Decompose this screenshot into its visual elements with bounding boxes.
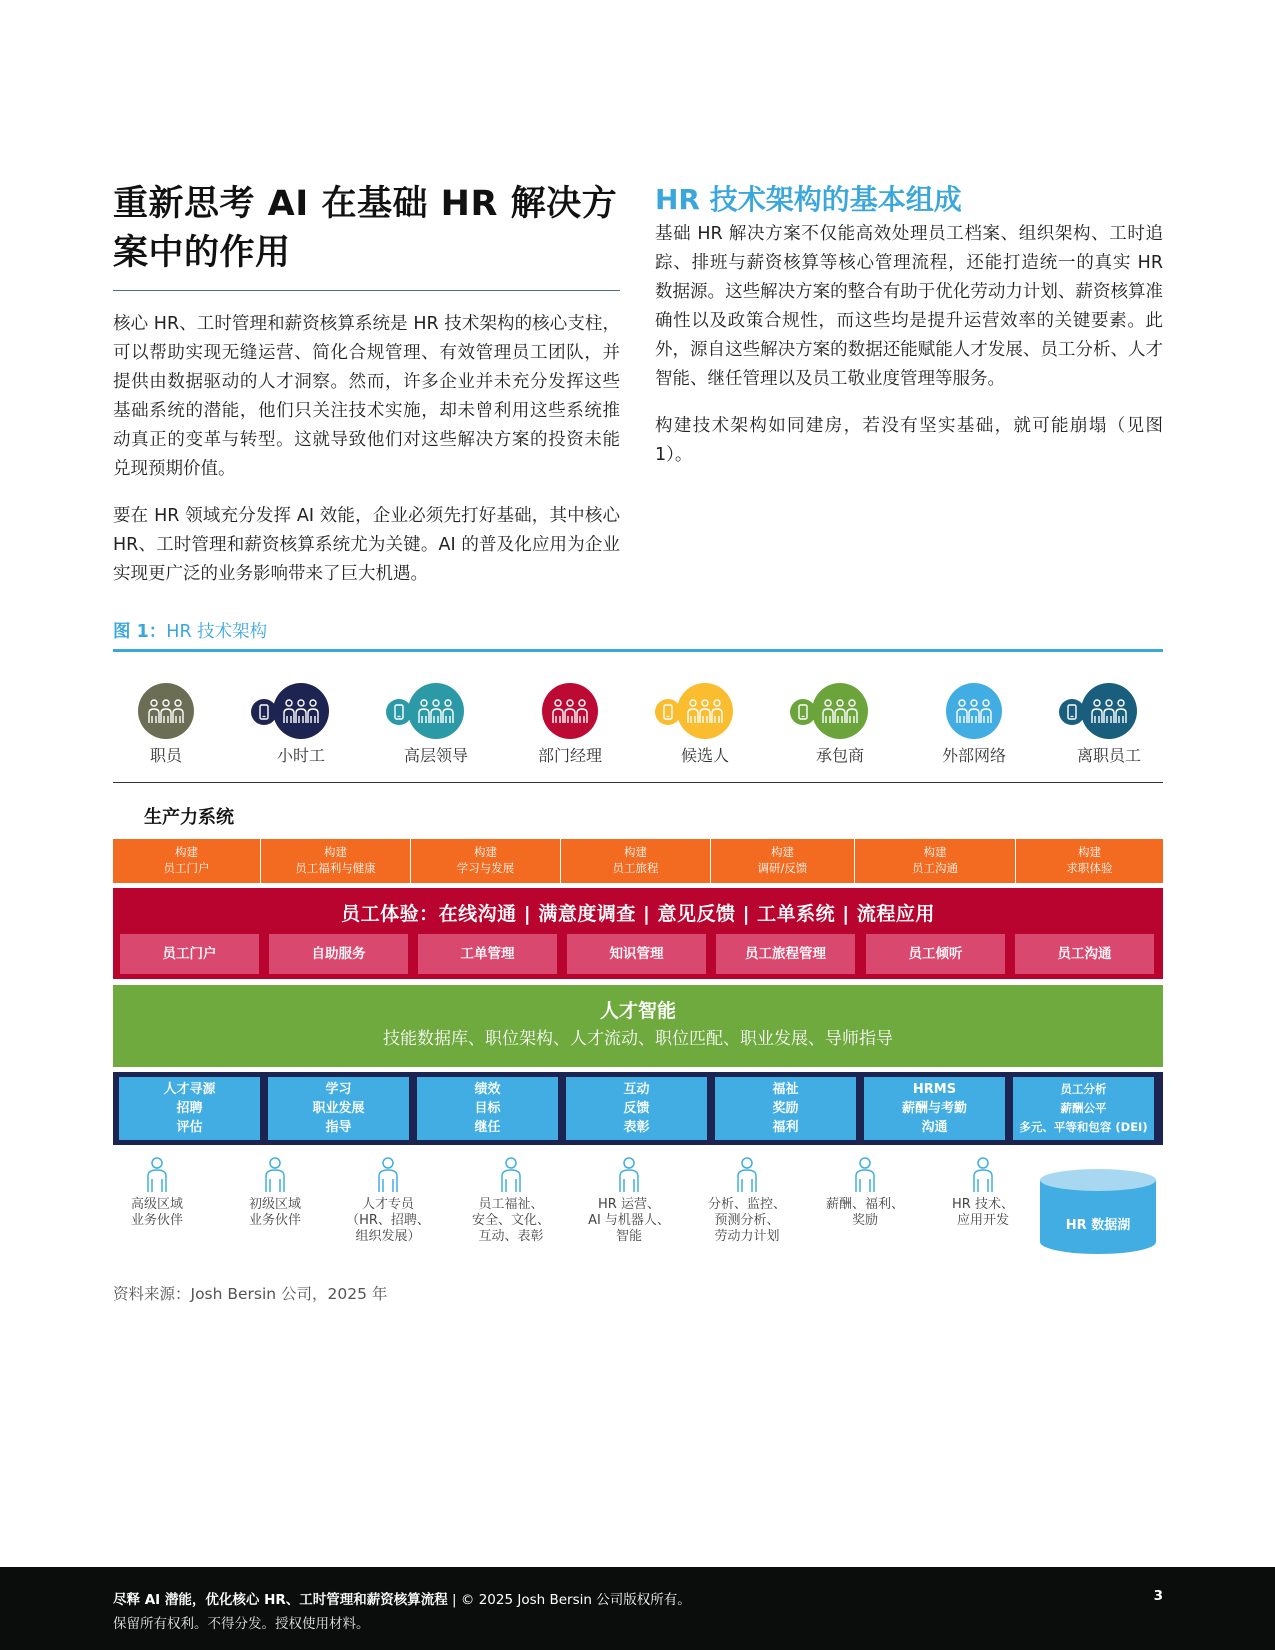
persona-circle xyxy=(1081,683,1137,739)
build-cell xyxy=(855,839,1016,883)
hr-role-line: 互动、表彰 xyxy=(478,1229,544,1244)
hr-roles-row xyxy=(113,1157,1163,1257)
hr-role-label xyxy=(333,1197,443,1245)
persona-item xyxy=(773,683,907,766)
hr-modules-layer xyxy=(113,1072,1163,1145)
build-cell xyxy=(411,839,561,883)
hr-role-line: 业务伙伴 xyxy=(248,1213,301,1228)
hr-module-line: 薪酬与考勤 xyxy=(901,1101,967,1116)
build-cell-top: 构建 xyxy=(923,845,947,859)
build-cell-label: 员工旅程 xyxy=(612,861,659,875)
hr-module-line: 继任 xyxy=(474,1120,501,1135)
footer-title-line xyxy=(113,1588,691,1608)
experience-item: 员工沟通 xyxy=(1015,934,1154,974)
hr-role xyxy=(456,1157,566,1245)
persona-divider xyxy=(113,782,1163,783)
hr-role-line: 初级区域 xyxy=(248,1197,301,1212)
persona-circle xyxy=(542,683,598,739)
experience-item: 知识管理 xyxy=(567,934,706,974)
hr-role-line: 安全、文化、 xyxy=(471,1213,550,1228)
talent-intelligence-layer xyxy=(113,985,1163,1067)
hr-module xyxy=(715,1077,856,1140)
hr-role xyxy=(810,1157,920,1229)
person-icon xyxy=(735,1157,759,1193)
build-cell xyxy=(561,839,711,883)
persona-icon-group xyxy=(638,683,772,739)
build-cell-label: 员工福利与健康 xyxy=(295,861,376,875)
build-cell-top: 构建 xyxy=(624,845,647,859)
phone-icon xyxy=(663,704,673,720)
persona-circle xyxy=(273,683,329,739)
right-heading: HR 技术架构的基本组成 xyxy=(655,183,962,216)
hr-role xyxy=(333,1157,443,1245)
people-group-icon xyxy=(820,698,860,724)
persona-item xyxy=(369,683,503,766)
phone-icon xyxy=(1067,704,1077,720)
device-badge xyxy=(1059,699,1085,725)
persona-icon-group xyxy=(773,683,907,739)
persona-icon-group xyxy=(369,683,503,739)
hr-module-line: 薪酬公平 xyxy=(1060,1101,1107,1115)
experience-item: 员工门户 xyxy=(120,934,259,974)
person-icon xyxy=(145,1157,169,1193)
persona-label: 承包商 xyxy=(815,746,864,765)
hr-role-line: 人才专员 xyxy=(361,1197,414,1212)
persona-circle xyxy=(138,683,194,739)
hr-module-line: 人才寻源 xyxy=(163,1082,216,1097)
footer-copyright: © 2025 Josh Bersin 公司版权所有。 xyxy=(460,1592,691,1608)
talent-intelligence-title: 人才智能 xyxy=(599,1000,676,1022)
hr-role xyxy=(220,1157,330,1229)
figure-caption xyxy=(113,618,267,643)
footer-separator: | xyxy=(447,1592,461,1608)
page-number: 3 xyxy=(1153,1588,1163,1604)
device-badge xyxy=(251,699,277,725)
person-icon xyxy=(499,1157,523,1193)
persona-label: 职员 xyxy=(149,746,182,765)
persona-circle xyxy=(408,683,464,739)
hr-module xyxy=(417,1077,558,1140)
left-column xyxy=(113,180,620,607)
persona-item xyxy=(99,683,233,766)
persona-item xyxy=(1042,683,1176,766)
footer-report-title: 尽释 AI 潜能，优化核心 HR、工时管理和薪资核算流程 xyxy=(113,1592,448,1608)
hr-module-line: 反馈 xyxy=(623,1101,650,1116)
persona-item xyxy=(234,683,368,766)
device-badge xyxy=(655,699,681,725)
hr-role-line: 劳动力计划 xyxy=(714,1229,780,1244)
hr-module-line: 福利 xyxy=(772,1120,799,1135)
experience-item: 员工旅程管理 xyxy=(716,934,855,974)
people-group-icon xyxy=(146,698,186,724)
figure-source: 资料来源：Josh Bersin 公司，2025 年 xyxy=(113,1285,388,1303)
hr-module-line: 招聘 xyxy=(176,1101,203,1116)
hr-role-line: 组织发展） xyxy=(355,1229,421,1244)
hr-role-line: AI 与机器人、 xyxy=(588,1213,670,1228)
persona-label: 离职员工 xyxy=(1076,746,1141,765)
persona-item xyxy=(638,683,772,766)
hr-role-line: HR 运营、 xyxy=(598,1197,660,1212)
footer-rights: 保留所有权利。不得分发。授权使用材料。 xyxy=(113,1616,370,1632)
people-group-icon xyxy=(416,698,456,724)
hr-module-line: 学习 xyxy=(325,1082,352,1097)
hr-role-label xyxy=(456,1197,566,1245)
talent-intelligence-subtitle: 技能数据库、职位架构、人才流动、职位匹配、职业发展、导师指导 xyxy=(383,1029,893,1049)
employee-experience-layer xyxy=(113,888,1163,979)
persona-icon-group xyxy=(503,683,637,739)
hr-module-line: 目标 xyxy=(474,1101,501,1116)
build-cell xyxy=(1016,839,1163,883)
right-paragraph-2: 构建技术架构如同建房，若没有坚实基础，就可能崩塌（见图 1）。 xyxy=(655,416,1163,465)
hr-module-line: HRMS xyxy=(912,1082,957,1097)
page-footer xyxy=(0,1567,1275,1650)
hr-role-line: 高级区域 xyxy=(130,1197,183,1212)
hr-role-line: HR 技术、 xyxy=(952,1197,1014,1212)
people-group-icon xyxy=(281,698,321,724)
persona-icon-group xyxy=(907,683,1041,739)
persona-icon-group xyxy=(1042,683,1176,739)
employee-experience-title: 员工体验：在线沟通 | 满意度调查 | 意见反馈 | 工单系统 | 流程应用 xyxy=(341,903,935,925)
hr-role xyxy=(692,1157,802,1245)
figure-rule xyxy=(113,649,1163,652)
persona-label: 小时工 xyxy=(276,746,325,765)
person-icon xyxy=(853,1157,877,1193)
people-group-icon xyxy=(685,698,725,724)
persona-circle xyxy=(812,683,868,739)
hr-role xyxy=(102,1157,212,1229)
hr-role-label xyxy=(810,1197,920,1229)
hr-role-line: 分析、监控、 xyxy=(707,1197,786,1212)
build-cell-label: 员工门户 xyxy=(163,861,210,875)
database-icon xyxy=(1039,1168,1157,1256)
build-cell-top: 构建 xyxy=(175,845,198,859)
hr-module xyxy=(1013,1077,1154,1140)
hr-module-line: 多元、平等和包容 (DEI) xyxy=(1019,1120,1148,1134)
figure-caption-label: 图 1： xyxy=(113,622,167,642)
hr-role-line: （HR、招聘、 xyxy=(346,1213,430,1228)
hr-module-line: 职业发展 xyxy=(312,1101,365,1116)
hr-role-label xyxy=(692,1197,802,1245)
hr-module xyxy=(566,1077,707,1140)
left-heading: 重新思考 AI 在基础 HR 解决方案中的作用 xyxy=(113,184,618,273)
hr-role-line: 奖励 xyxy=(851,1213,878,1228)
left-heading-rule xyxy=(113,290,620,291)
persona-icon-group xyxy=(234,683,368,739)
persona-label: 高层领导 xyxy=(403,746,468,765)
person-icon xyxy=(376,1157,400,1193)
hr-module xyxy=(864,1077,1005,1140)
hr-role-line: 预测分析、 xyxy=(714,1213,780,1228)
build-cell xyxy=(261,839,411,883)
build-cell xyxy=(711,839,855,883)
persona-label: 候选人 xyxy=(680,746,729,765)
person-icon xyxy=(971,1157,995,1193)
persona-label: 外部网络 xyxy=(941,746,1006,765)
hr-module-line: 员工分析 xyxy=(1060,1082,1107,1096)
people-group-icon xyxy=(1089,698,1129,724)
hr-module-line: 沟通 xyxy=(921,1120,948,1135)
hr-module-line: 指导 xyxy=(325,1120,352,1135)
hr-module-line: 奖励 xyxy=(772,1101,799,1116)
experience-item: 工单管理 xyxy=(418,934,557,974)
hr-module-line: 绩效 xyxy=(474,1082,501,1097)
hr-module-line: 互动 xyxy=(623,1082,650,1097)
hr-role-line: 薪酬、福利、 xyxy=(825,1197,904,1212)
persona-item xyxy=(503,683,637,766)
persona-icon-group xyxy=(99,683,233,739)
device-badge xyxy=(386,699,412,725)
phone-icon xyxy=(798,704,808,720)
left-paragraph-1: 核心 HR、工时管理和薪资核算系统是 HR 技术架构的核心支柱，可以帮助实现无缝运营、简化合规管理、有效管理员工团队，并提供由数据驱动的人才洞察。然而，许多企业并未充分发挥这些基础系统的潜能，他们只关注技术实施，却未曾利用这些系统推动真正的变革与转型。这就导致他们对这些解决方案的投资未能兑现预期价值。 xyxy=(113,314,620,479)
phone-icon xyxy=(394,704,404,720)
figure-caption-text: HR 技术架构 xyxy=(166,622,268,642)
person-icon xyxy=(617,1157,641,1193)
hr-module-line: 福祉 xyxy=(772,1082,799,1097)
hr-role-label xyxy=(102,1197,212,1229)
people-group-icon xyxy=(954,698,994,724)
build-cell-top: 构建 xyxy=(474,845,497,859)
persona-row xyxy=(113,683,1163,769)
build-cell-label: 调研/反馈 xyxy=(757,861,808,875)
build-cell-top: 构建 xyxy=(1078,845,1101,859)
left-paragraph-2: 要在 HR 领域充分发挥 AI 效能，企业必须先打好基础，其中核心 HR、工时管理和薪资核算系统尤为关键。AI 的普及化应用为企业实现更广泛的业务影响带来了巨大机遇。 xyxy=(113,506,620,584)
build-cell-label: 学习与发展 xyxy=(456,861,515,875)
hr-role-label xyxy=(574,1197,684,1245)
phone-icon xyxy=(259,704,269,720)
build-cell xyxy=(113,839,261,883)
hr-module-line: 评估 xyxy=(176,1120,203,1135)
hr-role xyxy=(574,1157,684,1245)
hr-module xyxy=(119,1077,260,1140)
hr-role xyxy=(928,1157,1038,1229)
build-cell-top: 构建 xyxy=(771,845,794,859)
device-badge xyxy=(790,699,816,725)
hr-role-line: 应用开发 xyxy=(956,1213,1009,1228)
experience-item: 自助服务 xyxy=(269,934,408,974)
persona-label: 部门经理 xyxy=(537,746,602,765)
hr-role-label xyxy=(220,1197,330,1229)
hr-module-line: 表彰 xyxy=(623,1120,650,1135)
build-cell-top: 构建 xyxy=(324,845,347,859)
build-row xyxy=(113,839,1163,883)
hr-role-line: 智能 xyxy=(615,1229,642,1244)
hr-data-lake-label: HR 数据湖 xyxy=(1065,1218,1131,1233)
people-group-icon xyxy=(550,698,590,724)
hr-role-line: 员工福祉、 xyxy=(478,1197,544,1212)
productivity-systems-title: 生产力系统 xyxy=(144,807,234,828)
hr-role-label xyxy=(928,1197,1038,1229)
persona-circle xyxy=(946,683,1002,739)
hr-data-lake xyxy=(1039,1168,1157,1256)
build-cell-label: 求职体验 xyxy=(1066,861,1113,875)
person-icon xyxy=(263,1157,287,1193)
right-paragraph-1: 基础 HR 解决方案不仅能高效处理员工档案、组织架构、工时追踪、排班与薪资核算等核心管理流程，还能打造统一的真实 HR 数据源。这些解决方案的整合有助于优化劳动力计划、薪资核算准确性以及政策合规性，而这些均是提升运营效率的关键要素。此外，源自这些解决方案的数据还能赋能人才发展、员工分析、人才智能、继任管理以及员工敬业度管理等服务。 xyxy=(655,224,1163,389)
hr-role-line: 业务伙伴 xyxy=(130,1213,183,1228)
persona-circle xyxy=(677,683,733,739)
hr-module xyxy=(268,1077,409,1140)
right-column xyxy=(655,180,1163,488)
persona-item xyxy=(907,683,1041,766)
experience-item: 员工倾听 xyxy=(866,934,1005,974)
build-cell-label: 员工沟通 xyxy=(912,861,958,875)
